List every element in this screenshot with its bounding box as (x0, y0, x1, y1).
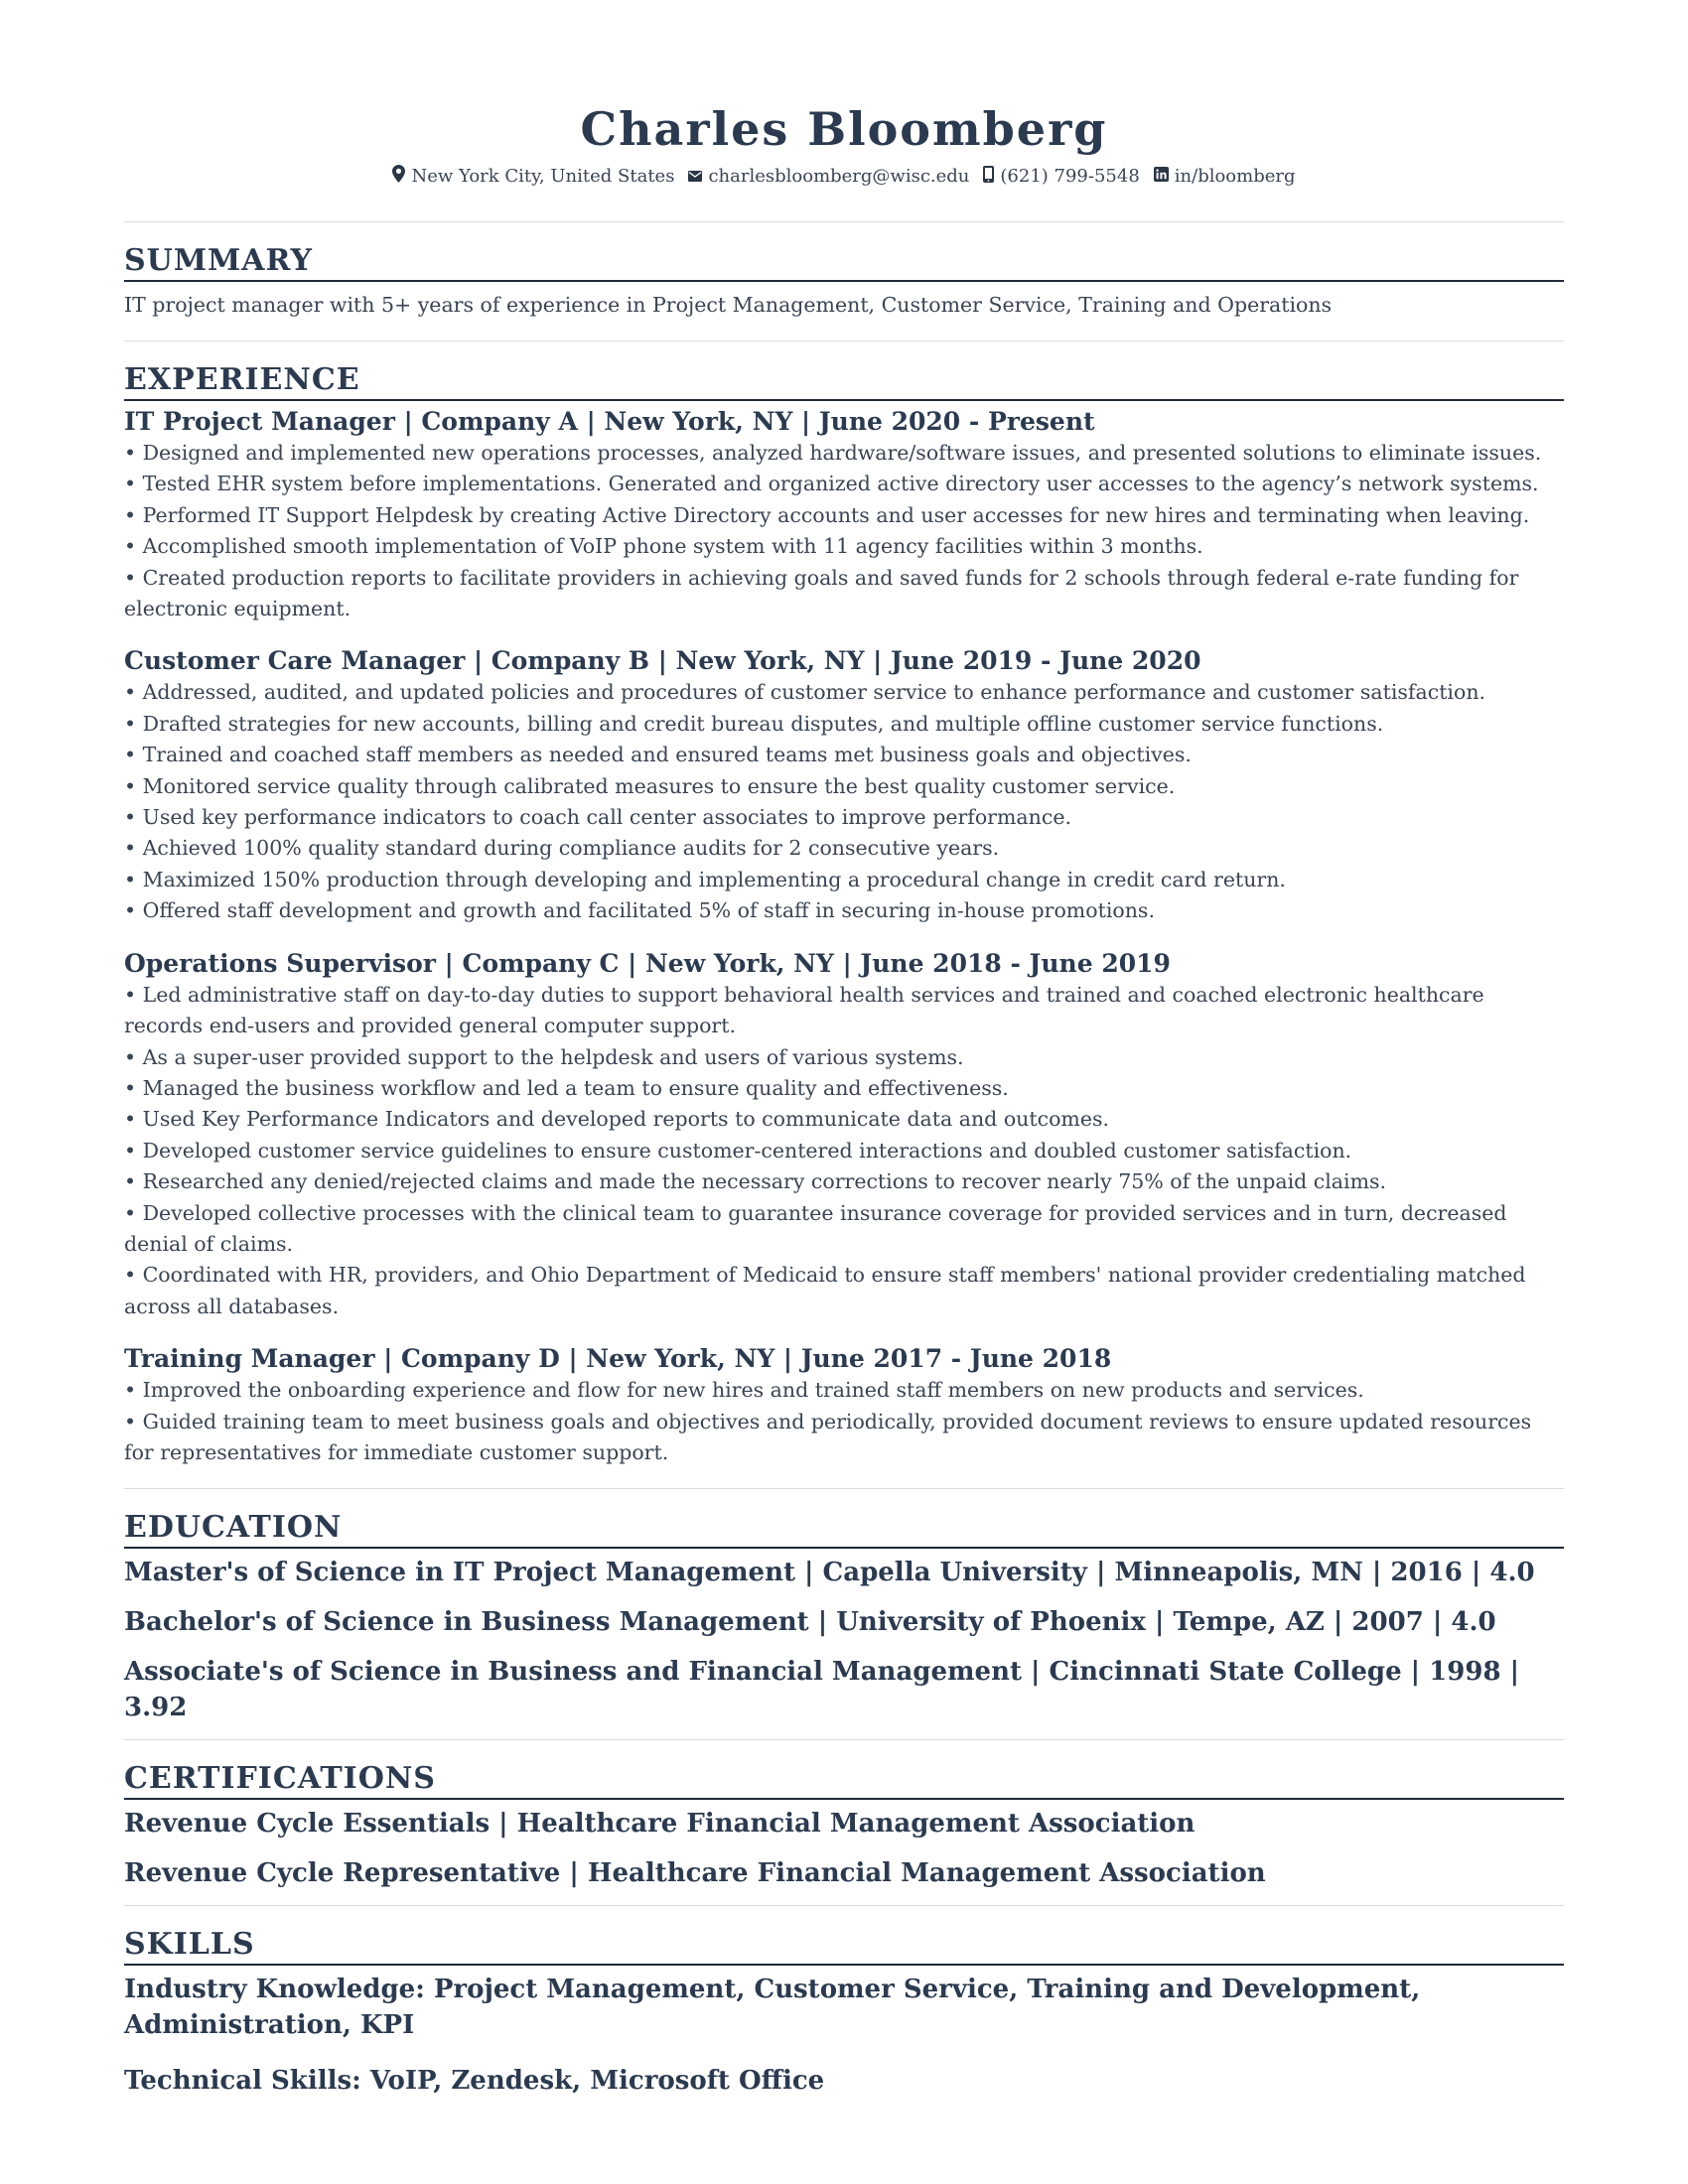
contact-phone[interactable] (983, 166, 1139, 188)
section-title-education: EDUCATION (124, 1510, 343, 1546)
divider (124, 221, 1564, 222)
section-title-summary: SUMMARY (124, 243, 313, 278)
section-rule (124, 1798, 1564, 1800)
job-bullet: • Drafted strategies for new accounts, billing and credit bureau disputes, and multiple offline customer service functions. (124, 711, 1384, 736)
section-rule (124, 1964, 1564, 1966)
summary-text: IT project manager with 5+ years of experience in Project Management, Customer Service, Training and Operations (124, 293, 1333, 317)
job-bullet: • As a super-user provided support to the helpdesk and users of various systems. (124, 1044, 964, 1069)
linkedin-text[interactable]: in/bloomberg (1174, 166, 1296, 187)
section-rule (124, 280, 1564, 282)
experience-section (124, 361, 1564, 1468)
education-item: Master's of Science in IT Project Management | Capella University | Minneapolis, MN | 2016 | 4.0 (124, 1558, 1535, 1588)
skill-item: Industry Knowledge: Project Management, Customer Service, Training and Development, Administration, KPI (124, 1975, 1421, 2041)
job-bullet: • Performed IT Support Helpdesk by creating Active Directory accounts and user accesses for new hires and terminating when leaving. (124, 502, 1530, 527)
divider (124, 1905, 1564, 1906)
certification-item: Revenue Cycle Essentials | Healthcare Financial Management Association (124, 1809, 1196, 1840)
job-bullet: • Offered staff development and growth and facilitated 5% of staff in securing in-house promotions. (124, 898, 1155, 923)
job-bullet: • Created production reports to facilitate providers in achieving goals and saved funds for 2 schools through federal e-rate funding for electronic equipment. (124, 565, 1519, 621)
job-bullet: • Developed customer service guidelines to ensure customer-centered interactions and doubled customer satisfaction. (124, 1138, 1352, 1162)
job-title: Training Manager | Company D | New York, NY | June 2017 - June 2018 (124, 1344, 1112, 1374)
job-bullet: • Improved the onboarding experience and flow for new hires and trained staff members on new products and services. (124, 1378, 1364, 1403)
job-bullet: • Addressed, audited, and updated policies and procedures of customer service to enhance performance and customer satisfaction. (124, 680, 1486, 705)
divider (124, 1488, 1564, 1489)
candidate-name: Charles Bloomberg (580, 102, 1108, 156)
section-rule (124, 399, 1564, 401)
skill-item: Technical Skills: VoIP, Zendesk, Microsoft Office (124, 2066, 825, 2097)
job-title: Customer Care Manager | Company B | New York, NY | June 2019 - June 2020 (124, 646, 1201, 676)
job-bullet: • Used key performance indicators to coach call center associates to improve performance. (124, 805, 1071, 830)
linkedin-icon (1154, 166, 1169, 187)
job-bullet: • Managed the business workflow and led a team to ensure quality and effectiveness. (124, 1075, 1009, 1100)
job-entry (124, 1342, 1564, 1468)
job-bullet: • Accomplished smooth implementation of VoIP phone system with 11 agency facilities within 3 months. (124, 534, 1203, 559)
section-title-skills: SKILLS (124, 1927, 255, 1963)
phone-icon (983, 166, 994, 188)
certification-item: Revenue Cycle Representative | Healthcare Financial Management Association (124, 1858, 1266, 1889)
job-title: IT Project Manager | Company A | New York, NY | June 2020 - Present (124, 407, 1095, 436)
job-entry (124, 644, 1564, 926)
job-bullet: • Trained and coached staff members as needed and ensured teams met business goals and objectives. (124, 743, 1192, 767)
location-text: New York City, United States (411, 166, 675, 187)
contact-linkedin[interactable] (1154, 166, 1296, 187)
divider (124, 1739, 1564, 1740)
job-bullet: • Researched any denied/rejected claims and made the necessary corrections to recover nearly 75% of the unpaid claims. (124, 1169, 1387, 1194)
certifications-section (124, 1760, 1564, 1891)
contact-bar (124, 165, 1564, 188)
job-bullet: • Led administrative staff on day-to-day duties to support behavioral health services and trained and coached electronic healthcare records end-users and provided general computer support. (124, 982, 1484, 1038)
section-title-experience: EXPERIENCE (124, 362, 360, 397)
job-bullet: • Guided training team to meet business goals and objectives and periodically, provided document reviews to ensure updated resources for representatives for immediate customer support. (124, 1409, 1532, 1464)
summary-section (124, 242, 1564, 321)
job-bullet: • Maximized 150% production through developing and implementing a procedural change in credit card return. (124, 867, 1286, 891)
job-entry (124, 405, 1564, 624)
section-rule (124, 1547, 1564, 1549)
resume-header (124, 0, 1564, 188)
map-pin-icon (392, 165, 405, 188)
education-item: Associate's of Science in Business and Financial Management | Cincinnati State College | 1998 | 3.92 (124, 1657, 1520, 1723)
job-bullet: • Coordinated with HR, providers, and Ohio Department of Medicaid to ensure staff members' national provider credentialing matched across all databases. (124, 1263, 1526, 1318)
section-title-certifications: CERTIFICATIONS (124, 1761, 436, 1797)
skills-section (124, 1926, 1564, 2099)
email-text[interactable]: charlesbloomberg@wisc.edu (708, 166, 970, 187)
education-section (124, 1509, 1564, 1725)
job-bullet: • Tested EHR system before implementations. Generated and organized active directory user accesses to the agency’s network systems. (124, 472, 1539, 496)
envelope-icon (688, 166, 702, 187)
contact-email[interactable] (688, 166, 969, 187)
contact-location (392, 165, 674, 188)
job-bullet: • Developed collective processes with the clinical team to guarantee insurance coverage for provided services and in turn, decreased denial of claims. (124, 1200, 1507, 1256)
education-item: Bachelor's of Science in Business Management | University of Phoenix | Tempe, AZ | 2007 | 4.0 (124, 1607, 1496, 1638)
phone-text[interactable]: (621) 799-5548 (1000, 166, 1140, 187)
job-title: Operations Supervisor | Company C | New York, NY | June 2018 - June 2019 (124, 948, 1171, 978)
job-bullet: • Achieved 100% quality standard during compliance audits for 2 consecutive years. (124, 836, 1000, 861)
job-bullet: • Designed and implemented new operations processes, analyzed hardware/software issues, and presented solutions to eliminate issues. (124, 441, 1542, 465)
job-entry (124, 947, 1564, 1322)
job-bullet: • Used Key Performance Indicators and developed reports to communicate data and outcomes. (124, 1107, 1110, 1132)
job-bullet: • Monitored service quality through calibrated measures to ensure the best quality customer service. (124, 773, 1176, 798)
